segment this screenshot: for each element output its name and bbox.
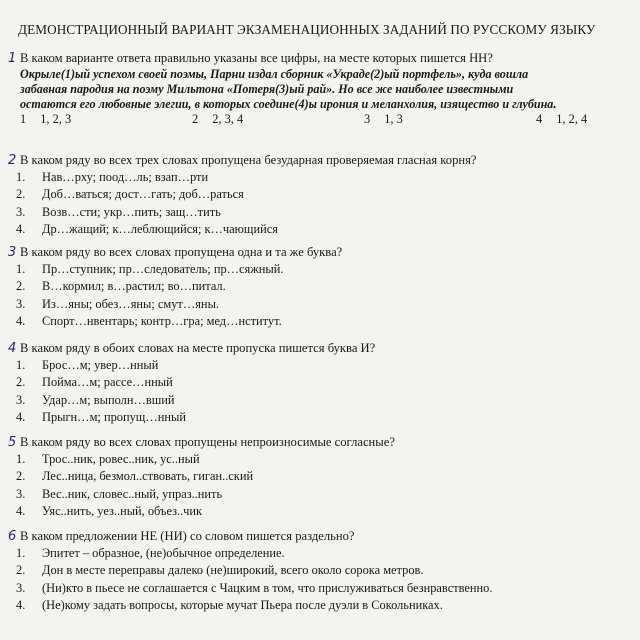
question-number: 3 (8, 245, 17, 260)
question-1 (8, 50, 632, 128)
answer-option[interactable]: 2. В…кормил; в…растил; во…питал. (16, 279, 226, 294)
answer-option[interactable]: 3. Из…яны; обез…яны; смут…яны. (16, 296, 219, 311)
answer-option[interactable]: 3. Удар…м; выполн…вший (16, 392, 175, 407)
answer-option[interactable]: 2. Лес..ница, безмол..ствовать, гиган..ский (16, 469, 254, 484)
answer-option[interactable]: 4 1, 2, 4 (536, 112, 588, 126)
answer-option[interactable]: 1. Брос…м; увер…нный (16, 358, 159, 372)
page-title: ДЕМОНСТРАЦИОННЫЙ ВАРИАНТ ЭКЗАМЕНАЦИОННЫХ ЗАДАНИЙ ПО РУССКОМУ ЯЗЫКУ (18, 22, 596, 37)
answer-option[interactable]: 4. Прыгн…м; пропущ…нный (16, 409, 186, 424)
answer-option[interactable]: 3. Вес..ник, словес..ный, упраз..нить (16, 486, 223, 501)
answer-option[interactable]: 1 1, 2, 3 (20, 112, 72, 126)
option-list (8, 357, 632, 426)
question-3 (8, 244, 632, 330)
answer-option[interactable]: 1. Пр…ступник; пр…следователь; пр…сяжный. (16, 262, 284, 276)
passage-line: забавная пародия на поэму Мильтона «Потеря(3)ый рай». Но все же наиболее известными (20, 82, 514, 96)
option-list (8, 451, 632, 520)
question-text: В каком ряду во всех трех словах пропущена безударная проверяемая гласная корня? (20, 153, 477, 167)
answer-option[interactable]: 2 2, 3, 4 (192, 112, 244, 126)
passage-line: Окрыле(1)ый успехом своей поэмы, Парни издал сборник «Украде(2)ый портфель», куда вошла (20, 67, 529, 81)
question-number: 1 (8, 51, 17, 66)
answer-option[interactable]: 2. Пойма…м; рассе…нный (16, 375, 173, 390)
question-6 (8, 528, 632, 614)
question-number: 6 (8, 529, 17, 544)
question-text: В каком ряду во всех словах пропущены непроизносимые согласные? (20, 435, 395, 449)
answer-option[interactable]: 4. Уяс..нить, уез..ный, объез..чик (16, 503, 203, 518)
answer-option[interactable]: 1. Трос..ник, ровес..ник, ус..ный (16, 452, 200, 466)
question-text: В каком предложении НЕ (НИ) со словом пишется раздельно? (20, 529, 355, 543)
question-text: В каком ряду во всех словах пропущена одна и та же буква? (20, 245, 343, 259)
answer-options (8, 112, 632, 128)
answer-option[interactable]: 2. Дон в месте переправы далеко (не)широкий, всего около сорока метров. (16, 563, 424, 578)
question-text: В каком ряду в обоих словах на месте пропуска пишется буква И? (20, 341, 376, 355)
answer-option[interactable]: 3 1, 3 (364, 112, 403, 126)
answer-option[interactable]: 3. (Ни)кто в пьесе не соглашается с Чацким в том, что прислуживаться безнравственно. (16, 580, 493, 595)
answer-option[interactable]: 2. Доб…ваться; дост…гать; доб…раться (16, 187, 244, 202)
answer-option[interactable]: 4. Др…жащий; к…леблющийся; к…чающийся (16, 221, 278, 236)
answer-option[interactable]: 4. Спорт…нвентарь; контр…гра; мед…нститут. (16, 313, 282, 328)
answer-option[interactable]: 1. Нав…рху; поод…ль; взап…рти (16, 170, 209, 184)
question-5 (8, 434, 632, 520)
question-2 (8, 152, 632, 238)
passage-line: остаются его любовные элегии, в которых соедине(4)ы ирония и меланхолия, изящество и глубина. (20, 97, 557, 111)
question-text: В каком варианте ответа правильно указаны все цифры, на месте которых пишется НН? (20, 51, 493, 65)
question-number: 4 (8, 341, 17, 356)
answer-option[interactable]: 3. Возв…сти; укр…пить; защ…тить (16, 204, 221, 219)
option-list (8, 169, 632, 238)
answer-option[interactable]: 4. (Не)кому задать вопросы, которые мучат Пьера после дуэли в Сокольниках. (16, 597, 443, 612)
option-list (8, 261, 632, 330)
answer-option[interactable]: 1. Эпитет – образное, (не)обычное определение. (16, 546, 285, 560)
option-list (8, 545, 632, 614)
question-number: 2 (8, 153, 17, 168)
question-4 (8, 340, 632, 426)
question-number: 5 (8, 435, 17, 450)
